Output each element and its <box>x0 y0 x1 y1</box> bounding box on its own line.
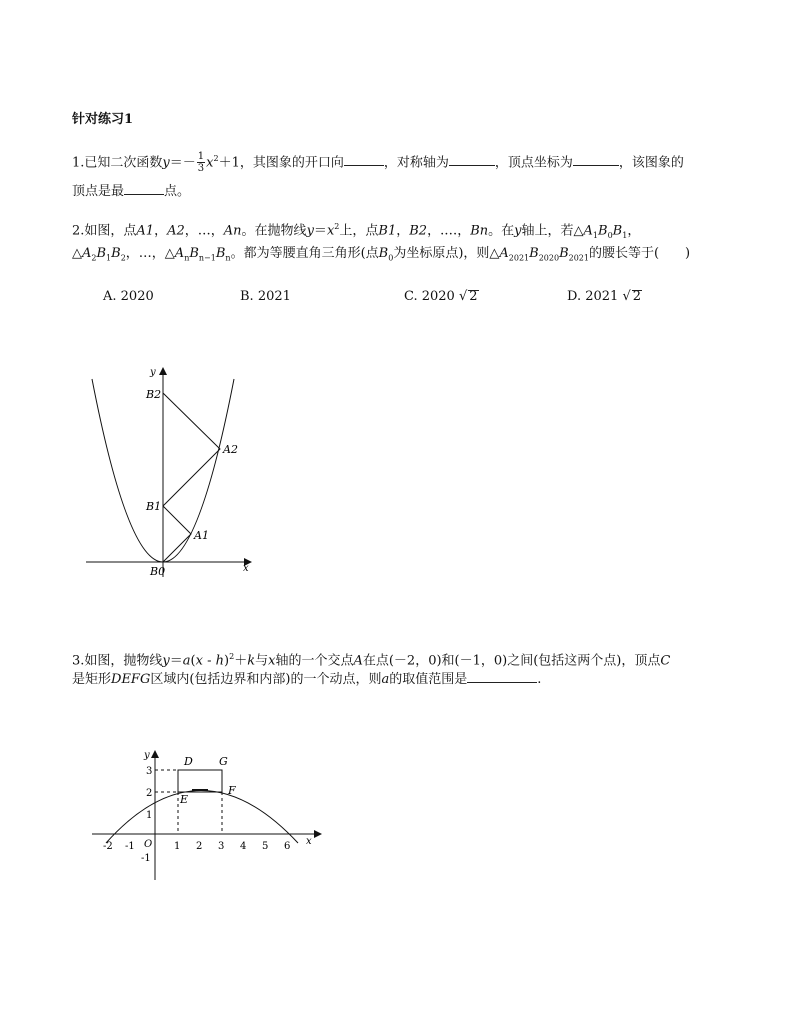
q2-fc-sub: 2021 <box>568 253 589 263</box>
q3-x: x <box>195 653 203 669</box>
q1-line1 <box>72 150 684 174</box>
q2-triangle-1 <box>163 506 191 562</box>
q3-a: a <box>182 653 191 669</box>
q3-paren: ( <box>190 653 196 669</box>
q2-t2c: B <box>111 246 121 261</box>
q2-fb-sub: 2020 <box>538 253 560 263</box>
q1-exp: 2 <box>213 154 219 163</box>
q2-line2 <box>72 245 690 268</box>
q2-tri: △ <box>72 246 82 261</box>
q2-A1: A1 <box>136 223 155 239</box>
q3-line1 <box>72 648 670 670</box>
q2-option-d-rad: 2 <box>632 289 642 304</box>
q2-t1c: B <box>612 223 623 239</box>
q2-dots: ，…， <box>184 223 224 239</box>
q1-prefix: 1.已知二次函数 <box>72 155 163 171</box>
q3-label-O: O <box>144 839 153 850</box>
q2-tna-sub: n <box>184 253 190 263</box>
q3-tick-x-1: 1 <box>174 841 181 852</box>
q3-tick-y-2: 2 <box>146 788 153 799</box>
q2-fa-sub: 2021 <box>508 253 530 263</box>
q2-b0-sub: 0 <box>388 253 394 263</box>
q2-triangle-2 <box>163 393 220 506</box>
q3-k: k <box>247 653 256 669</box>
q2-eq-y: y <box>306 223 314 239</box>
q3-paren2: ) <box>224 653 230 669</box>
q2-B1: B1 <box>378 223 397 239</box>
q1-blank-vertex[interactable] <box>573 153 619 166</box>
q2-tnc: B <box>215 246 226 261</box>
q2-label-y: y <box>150 367 156 378</box>
q3-av: a <box>381 672 390 687</box>
q1-x: x <box>206 155 214 171</box>
q2-yv: y <box>514 223 522 239</box>
q2-An: An <box>223 223 242 239</box>
q3-y: y <box>162 653 170 669</box>
q2-exp: 2 <box>334 222 340 231</box>
q3-rest3: 在点(－2，0)和(－1，0)之间(包括这两个点)，顶点 <box>362 653 661 669</box>
q2-t2a: A <box>82 246 92 261</box>
q2-sep: ， <box>154 223 168 239</box>
q2-t1b: B <box>598 223 608 239</box>
q3-label-F: F <box>228 784 236 797</box>
q3-rectangle-DEFG <box>178 770 222 792</box>
q3-eq: ＝ <box>169 653 183 669</box>
q3-label-G: G <box>219 755 228 768</box>
q2-ruo: 轴上，若△ <box>521 223 584 239</box>
q2-A2: A2 <box>167 223 185 239</box>
q3-DEFG: DEFG <box>111 672 151 687</box>
q2-b0: B <box>378 246 389 261</box>
q3-label-x: x <box>306 836 312 847</box>
q3-label-E: E <box>180 793 189 806</box>
q2-t1c-sub: 1 <box>622 230 628 240</box>
q1-fraction <box>197 151 205 174</box>
q1-eq: ＝－ <box>169 155 196 171</box>
q2-fa: A <box>499 246 509 261</box>
q2-mid: 。在抛物线 <box>241 223 307 239</box>
q2-line1 <box>72 218 640 245</box>
q1-blank-axis[interactable] <box>449 153 495 166</box>
q1-line2-b: 点。 <box>164 184 191 199</box>
q1-tail: ，该图象的 <box>618 155 684 171</box>
q2-option-c-text: C. 2020 <box>404 289 455 304</box>
q2-t2c-sub: 2 <box>120 253 126 263</box>
q3-line2-c: 的取值范围是 <box>389 672 468 687</box>
section-title: 针对练习1 <box>72 112 134 127</box>
q3-rest2: 轴的一个交点 <box>275 653 354 669</box>
q1-vertex-text: ，顶点坐标为 <box>494 155 573 171</box>
q3-C: C <box>660 653 671 669</box>
q2-comma: ， <box>627 223 641 239</box>
q1-frac-den: 3 <box>197 163 205 175</box>
q3-tick-x-6: 6 <box>284 841 291 852</box>
q2-label-B0: B0 <box>150 565 166 578</box>
q1-frac-num: 1 <box>197 151 205 163</box>
q2-label-A1: A1 <box>194 529 209 542</box>
q1-y: y <box>162 155 170 171</box>
q3-tick-x-2: 2 <box>196 841 203 852</box>
q3-parabola <box>106 791 298 844</box>
q3-rest1: 与 <box>255 653 269 669</box>
q3-h: h <box>215 653 225 669</box>
q2-tnc-sub: n <box>225 253 231 263</box>
q3-tick-x-neg1: -1 <box>125 841 135 852</box>
q3-tick-x-4: 4 <box>240 841 247 852</box>
q3-tick-y-3: 3 <box>146 766 153 777</box>
q2-label-A2: A2 <box>223 443 238 456</box>
q2-dots2: ，.…， <box>427 223 471 239</box>
q1-line2 <box>72 182 190 201</box>
q2-desc3: 的腰长等于( ) <box>588 246 691 261</box>
q2-on: 上，点 <box>339 223 379 239</box>
q2-option-d[interactable]: D. 2021 √ 2 <box>567 289 642 304</box>
q3-line2-b: 区域内(包括边界和内部)的一个动点，则 <box>150 672 382 687</box>
q2-B2: B2 <box>409 223 428 239</box>
q2-label-x: x <box>243 563 249 574</box>
q3-blank-answer[interactable] <box>467 670 537 683</box>
q2-t2b: B <box>96 246 107 261</box>
q2-eq-x: x <box>326 223 335 239</box>
q1-blank-extreme[interactable] <box>124 182 164 195</box>
q2-tnb: B <box>189 246 199 261</box>
q3-tick-x-5: 5 <box>262 841 269 852</box>
q3-line2 <box>72 670 541 689</box>
q3-tick-x-3: 3 <box>218 841 225 852</box>
q2-figure <box>80 365 260 585</box>
q2-t1a-sub: 1 <box>592 230 598 240</box>
q2-option-c-rad: 2 <box>469 289 478 304</box>
q3-tick-y-1: 1 <box>146 810 153 821</box>
q3-figure <box>88 748 328 888</box>
q2-tna: A <box>174 246 185 261</box>
q2-t2a-sub: 2 <box>91 253 97 263</box>
q3-plus: ＋ <box>234 653 248 669</box>
q2-desc1: 。都为等腰直角三角形(点 <box>230 246 379 261</box>
q2-fb: B <box>529 246 539 261</box>
q2-fc: B <box>559 246 569 261</box>
q2-dots3: ，…，△ <box>125 246 175 261</box>
q3-label-y: y <box>144 750 150 761</box>
q3-tick-y-neg1: -1 <box>141 853 151 864</box>
q2-sep2: ， <box>396 223 410 239</box>
q3-minus: - <box>202 653 216 669</box>
q1-plus1: ＋1，其图象的开口向 <box>218 155 344 171</box>
q3-A: A <box>353 653 363 669</box>
q3-xv: x <box>268 653 276 669</box>
q1-axis-text: ，对称轴为 <box>383 155 449 171</box>
q3-line2-a: 是矩形 <box>72 672 112 687</box>
q2-eq: ＝ <box>313 223 327 239</box>
q2-label-B2: B2 <box>146 388 162 401</box>
q2-option-d-text: D. 2021 <box>567 289 619 304</box>
q3-end: . <box>537 672 542 687</box>
q2-option-b[interactable]: B. 2021 <box>240 289 291 304</box>
q2-text-a: 2.如图，点 <box>72 223 137 239</box>
q2-Bn: Bn <box>470 223 489 239</box>
q2-label-B1: B1 <box>146 500 162 513</box>
q3-exp: 2 <box>229 652 235 661</box>
q1-blank-direction[interactable] <box>344 153 384 166</box>
q2-option-a[interactable]: A. 2020 <box>103 289 154 304</box>
q2-desc2: 为坐标原点)，则△ <box>393 246 500 261</box>
q2-t1b-sub: 0 <box>607 230 613 240</box>
q2-yaxis: 。在 <box>488 223 515 239</box>
q2-tnb-sub: n−1 <box>198 253 216 263</box>
q2-t1a: A <box>583 223 593 239</box>
q3-text-a: 3.如图，抛物线 <box>72 653 163 669</box>
q2-t2b-sub: 1 <box>106 253 112 263</box>
q1-line2-a: 顶点是最 <box>72 184 125 199</box>
q2-option-c[interactable]: C. 2020 √ 2 <box>404 289 478 304</box>
q3-tick-x-neg2: -2 <box>103 841 113 852</box>
q3-label-D: D <box>184 755 193 768</box>
